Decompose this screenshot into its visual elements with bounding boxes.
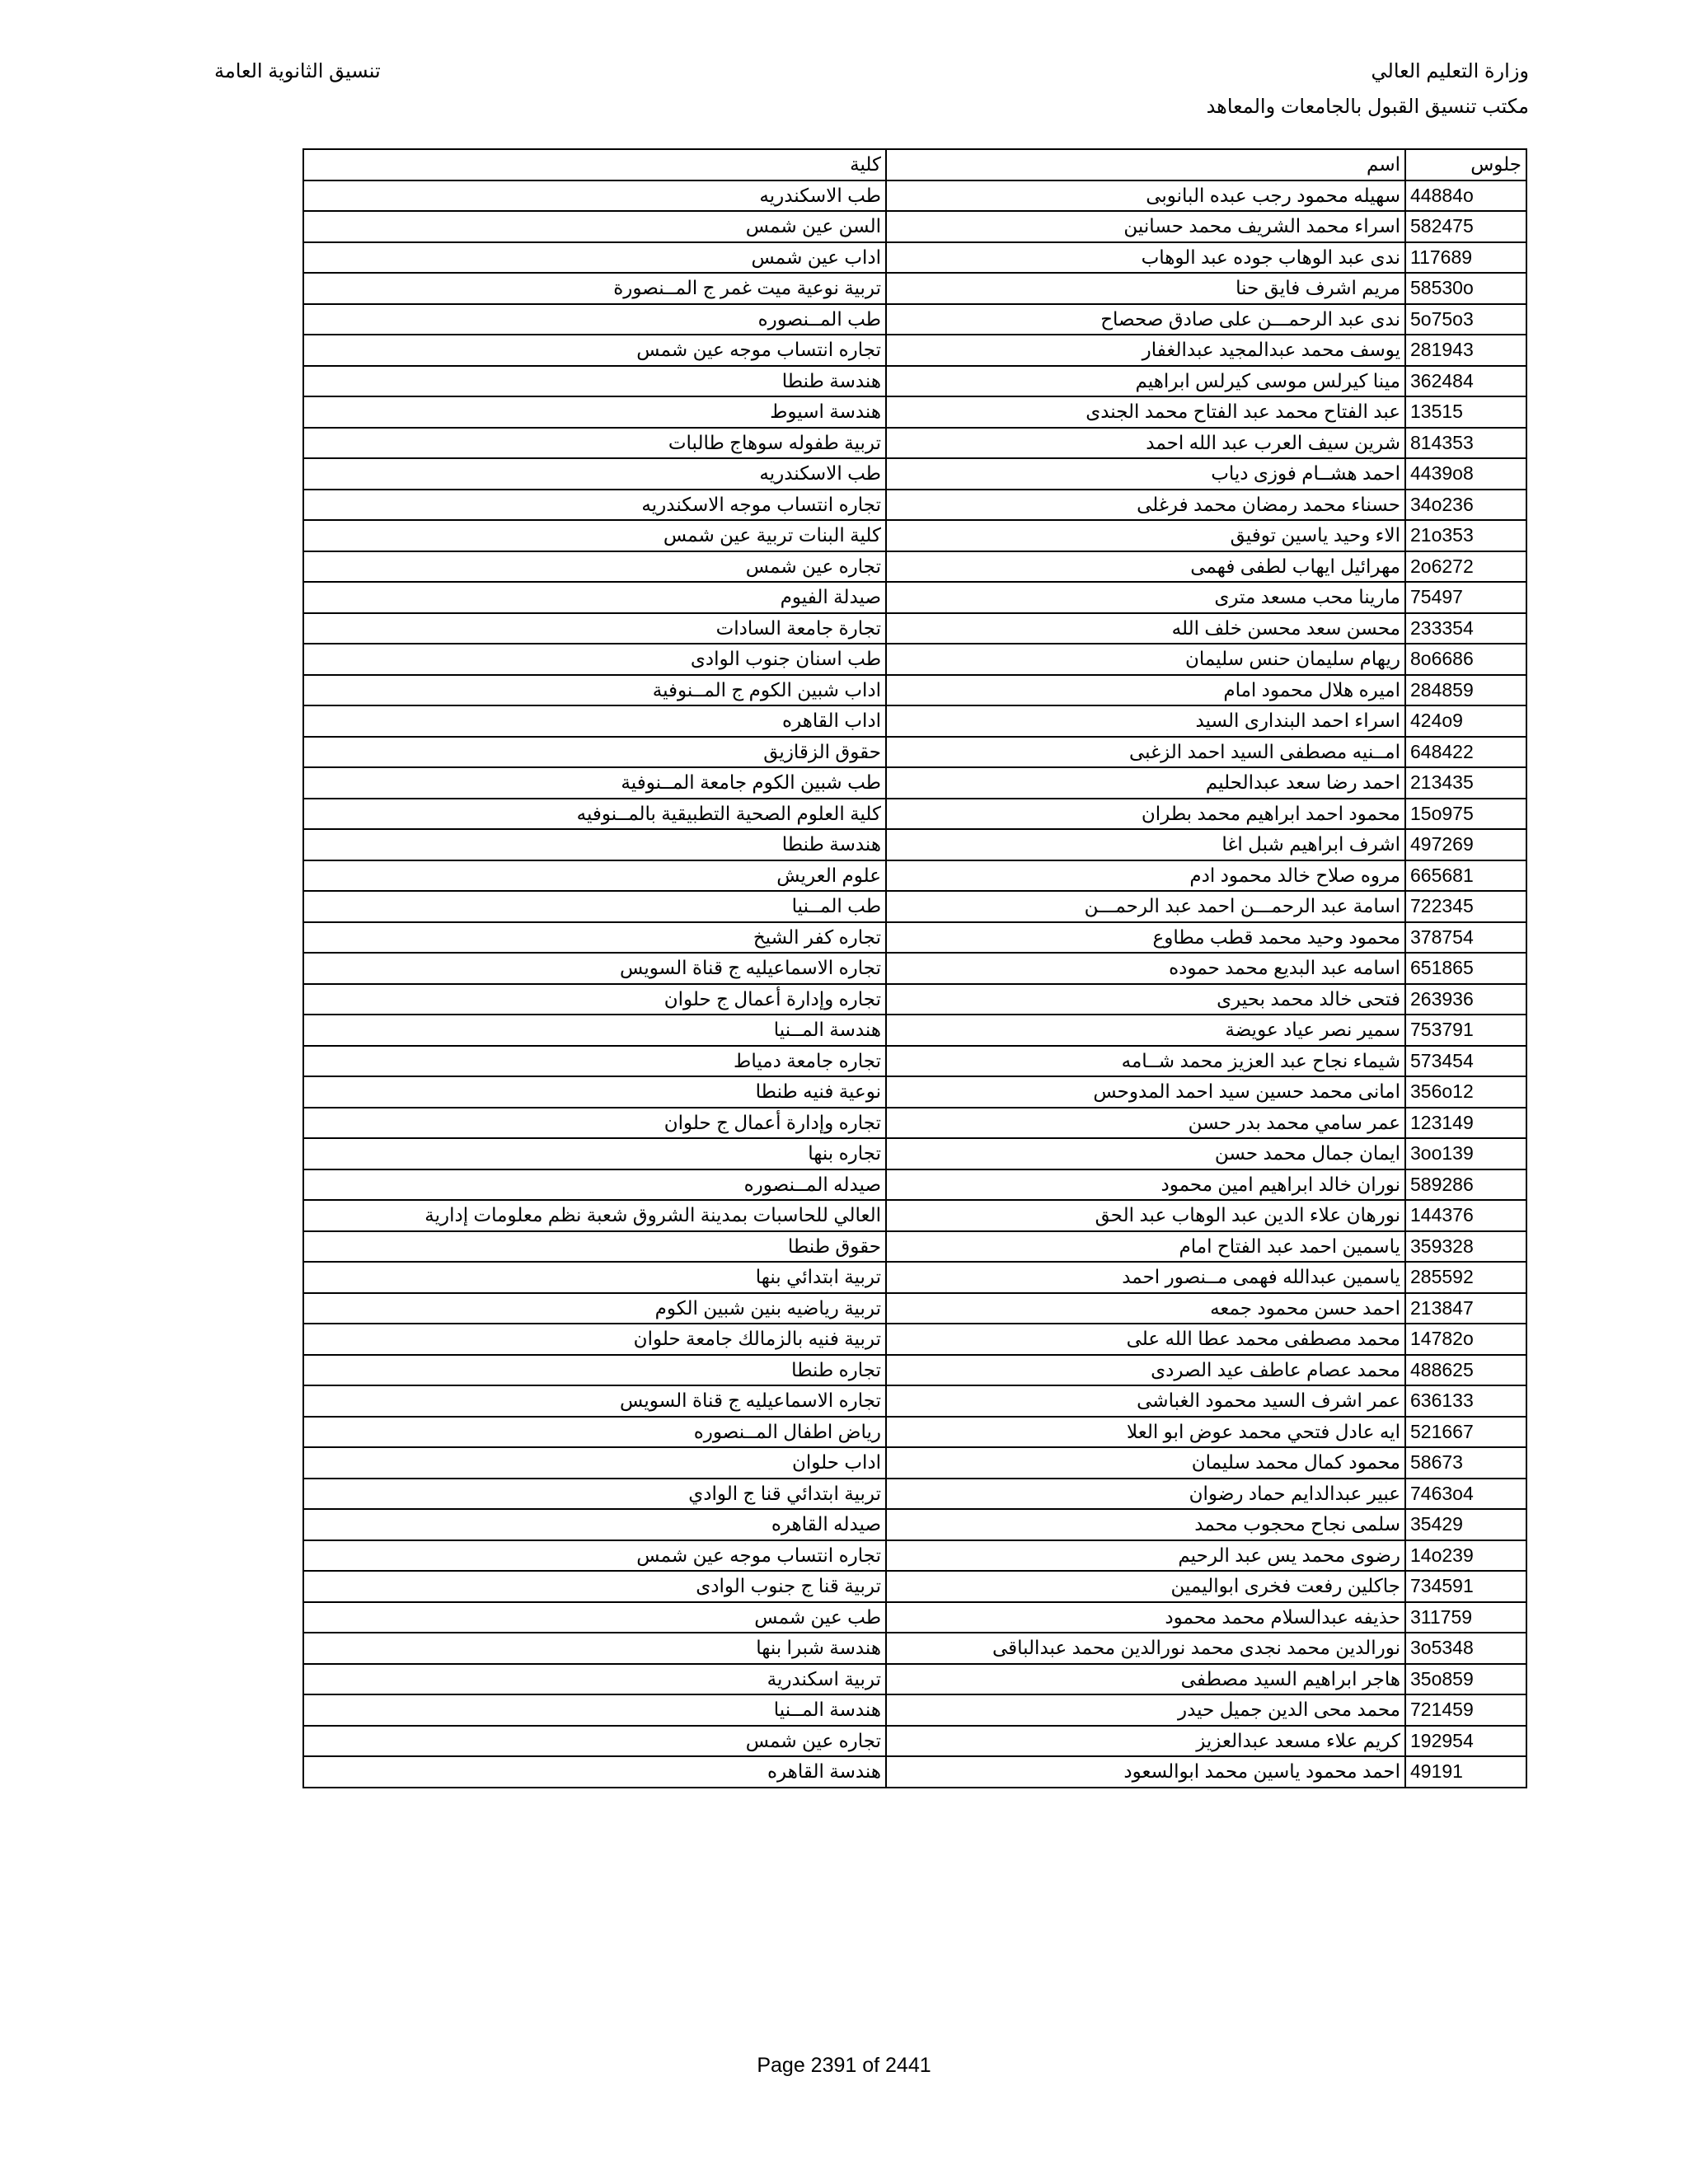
table-row (303, 767, 1526, 799)
seat-number-cell: 424o9 (1405, 705, 1526, 737)
table-row (303, 1015, 1526, 1046)
student-name-cell: ريهام سليمان حنس سليمان (886, 644, 1405, 675)
seat-number-cell: 4439o8 (1405, 458, 1526, 490)
table-row (303, 922, 1526, 954)
table-row (303, 1571, 1526, 1602)
faculty-cell: تجاره وإدارة أعمال ج حلوان (303, 984, 886, 1015)
student-name-cell: ندى عبد الرحمـــن على صادق صحصاح (886, 304, 1405, 335)
faculty-cell: طب عين شمس (303, 1602, 886, 1633)
table-row (303, 1664, 1526, 1695)
table-row (303, 1293, 1526, 1324)
faculty-cell: هندسة المــنيا (303, 1694, 886, 1726)
faculty-cell: صيدلة الفيوم (303, 582, 886, 613)
table-row (303, 1231, 1526, 1263)
seat-number-cell: 582475 (1405, 211, 1526, 242)
student-name-cell: الاء وحيد ياسين توفيق (886, 520, 1405, 551)
student-name-cell: اميره هلال محمود امام (886, 675, 1405, 706)
seat-number-cell: 488625 (1405, 1355, 1526, 1386)
table-row (303, 953, 1526, 984)
table-row (303, 1046, 1526, 1077)
column-header-seat: جلوس (1405, 149, 1526, 180)
faculty-cell: هندسة اسيوط (303, 396, 886, 428)
seat-number-cell: 8o6686 (1405, 644, 1526, 675)
faculty-cell: تجاره بنها (303, 1138, 886, 1169)
table-header-row (303, 149, 1526, 180)
seat-number-cell: 2o6272 (1405, 551, 1526, 583)
table-row (303, 860, 1526, 892)
table-row (303, 1447, 1526, 1479)
faculty-cell: حقوق الزقازيق (303, 737, 886, 768)
ministry-title: وزارة التعليم العالي (1371, 60, 1529, 82)
table-row (303, 1633, 1526, 1664)
student-name-cell: شيماء نجاح عبد العزيز محمد شــامه (886, 1046, 1405, 1077)
faculty-cell: تجاره عين شمس (303, 551, 886, 583)
seat-number-cell: 721459 (1405, 1694, 1526, 1726)
faculty-cell: صيدله المــنصوره (303, 1169, 886, 1201)
table-row (303, 1694, 1526, 1726)
seat-number-cell: 362484 (1405, 366, 1526, 397)
faculty-cell: تربية طفوله سوهاج طالبات (303, 428, 886, 459)
student-name-cell: حذيفه عبدالسلام محمد محمود (886, 1602, 1405, 1633)
table-row (303, 211, 1526, 242)
faculty-cell: طب المــنيا (303, 891, 886, 922)
seat-number-cell: 15o975 (1405, 799, 1526, 830)
student-name-cell: محمود وحيد محمد قطب مطاوع (886, 922, 1405, 954)
seat-number-cell: 356o12 (1405, 1076, 1526, 1108)
seat-number-cell: 14782o (1405, 1324, 1526, 1355)
seat-number-cell: 665681 (1405, 860, 1526, 892)
seat-number-cell: 123149 (1405, 1108, 1526, 1139)
faculty-cell: السن عين شمس (303, 211, 886, 242)
seat-number-cell: 58673 (1405, 1447, 1526, 1479)
table-row (303, 520, 1526, 551)
seat-number-cell: 35429 (1405, 1509, 1526, 1540)
table-row (303, 366, 1526, 397)
faculty-cell: كلية البنات تربية عين شمس (303, 520, 886, 551)
table-row (303, 1169, 1526, 1201)
seat-number-cell: 651865 (1405, 953, 1526, 984)
seat-number-cell: 284859 (1405, 675, 1526, 706)
student-name-cell: يوسف محمد عبدالمجيد عبدالغفار (886, 335, 1405, 366)
page-number: Page 2391 of 2441 (757, 2054, 931, 2077)
student-name-cell: محمود احمد ابراهيم محمد بطران (886, 799, 1405, 830)
student-name-cell: احمد رضا سعد عبدالحليم (886, 767, 1405, 799)
student-name-cell: محمود كمال محمد سليمان (886, 1447, 1405, 1479)
table-row (303, 551, 1526, 583)
seat-number-cell: 378754 (1405, 922, 1526, 954)
column-header-name: اسم (886, 149, 1405, 180)
student-name-cell: احمد هشــام فوزى دياب (886, 458, 1405, 490)
faculty-cell: تجاره انتساب موجه الاسكندريه (303, 490, 886, 521)
seat-number-cell: 3o5348 (1405, 1633, 1526, 1664)
table-body (303, 180, 1526, 1788)
seat-number-cell: 648422 (1405, 737, 1526, 768)
table-row (303, 1200, 1526, 1231)
faculty-cell: كلية العلوم الصحية التطبيقية بالمــنوفيه (303, 799, 886, 830)
faculty-cell: تجاره الاسماعيليه ج قناة السويس (303, 1385, 886, 1417)
student-name-cell: رضوى محمد يس عبد الرحيم (886, 1540, 1405, 1572)
table-row (303, 428, 1526, 459)
seat-number-cell: 5o75o3 (1405, 304, 1526, 335)
faculty-cell: طب شبين الكوم جامعة المــنوفية (303, 767, 886, 799)
student-name-cell: نورالدين محمد نجدى محمد نورالدين محمد عبدالباقى (886, 1633, 1405, 1664)
faculty-cell: هندسة القاهره (303, 1756, 886, 1788)
seat-number-cell: 3oo139 (1405, 1138, 1526, 1169)
table-row (303, 984, 1526, 1015)
seat-number-cell: 734591 (1405, 1571, 1526, 1602)
student-name-cell: مهرائيل ايهاب لطفى فهمى (886, 551, 1405, 583)
faculty-cell: تجاره انتساب موجه عين شمس (303, 1540, 886, 1572)
student-name-cell: اسراء محمد الشريف محمد حسانين (886, 211, 1405, 242)
seat-number-cell: 58530o (1405, 273, 1526, 304)
faculty-cell: تجاره انتساب موجه عين شمس (303, 335, 886, 366)
faculty-cell: تجاره عين شمس (303, 1726, 886, 1757)
seat-number-cell: 213435 (1405, 767, 1526, 799)
seat-number-cell: 49191 (1405, 1756, 1526, 1788)
seat-number-cell: 213847 (1405, 1293, 1526, 1324)
table-row (303, 1602, 1526, 1633)
faculty-cell: هندسة طنطا (303, 829, 886, 860)
student-name-cell: اشرف ابراهيم شبل اغا (886, 829, 1405, 860)
student-name-cell: احمد حسن محمود جمعه (886, 1293, 1405, 1324)
faculty-cell: تربية ابتدائي قنا ج الوادي (303, 1479, 886, 1510)
table-row (303, 396, 1526, 428)
student-name-cell: نورهان علاء الدين عبد الوهاب عبد الحق (886, 1200, 1405, 1231)
student-name-cell: امانى محمد حسين سيد احمد المدوحس (886, 1076, 1405, 1108)
student-name-cell: جاكلين رفعت فخرى ابواليمين (886, 1571, 1405, 1602)
faculty-cell: تجارة جامعة السادات (303, 613, 886, 644)
seat-number-cell: 263936 (1405, 984, 1526, 1015)
student-name-cell: شرين سيف العرب عبد الله احمد (886, 428, 1405, 459)
faculty-cell: تربية اسكندرية (303, 1664, 886, 1695)
table-row (303, 304, 1526, 335)
student-name-cell: نوران خالد ابراهيم امين محمود (886, 1169, 1405, 1201)
table-row (303, 675, 1526, 706)
table-row (303, 1385, 1526, 1417)
student-name-cell: ياسمين عبدالله فهمى مــنصور احمد (886, 1262, 1405, 1293)
table-row (303, 613, 1526, 644)
student-name-cell: عبير عبدالدايم حماد رضوان (886, 1479, 1405, 1510)
seat-number-cell: 521667 (1405, 1417, 1526, 1448)
student-name-cell: ايه عادل فتحي محمد عوض ابو العلا (886, 1417, 1405, 1448)
seat-number-cell: 753791 (1405, 1015, 1526, 1046)
table-row (303, 180, 1526, 212)
seat-number-cell: 117689 (1405, 242, 1526, 274)
student-name-cell: احمد محمود ياسين محمد ابوالسعود (886, 1756, 1405, 1788)
student-name-cell: محمد مصطفى محمد عطا الله على (886, 1324, 1405, 1355)
seat-number-cell: 7463o4 (1405, 1479, 1526, 1510)
student-name-cell: عبد الفتاح محمد عبد الفتاح محمد الجندى (886, 396, 1405, 428)
seat-number-cell: 814353 (1405, 428, 1526, 459)
faculty-cell: اداب شبين الكوم ج المــنوفية (303, 675, 886, 706)
student-name-cell: اسامه عبد البديع محمد حموده (886, 953, 1405, 984)
seat-number-cell: 311759 (1405, 1602, 1526, 1633)
faculty-cell: اداب حلوان (303, 1447, 886, 1479)
table-row (303, 1355, 1526, 1386)
faculty-cell: اداب عين شمس (303, 242, 886, 274)
table-row (303, 829, 1526, 860)
student-name-cell: هاجر ابراهيم السيد مصطفى (886, 1664, 1405, 1695)
faculty-cell: تربية رياضيه بنين شبين الكوم (303, 1293, 886, 1324)
table-row (303, 1076, 1526, 1108)
table-row (303, 737, 1526, 768)
seat-number-cell: 233354 (1405, 613, 1526, 644)
student-name-cell: عمر اشرف السيد محمود الغباشى (886, 1385, 1405, 1417)
seat-number-cell: 35o859 (1405, 1664, 1526, 1695)
student-name-cell: ياسمين احمد عبد الفتاح امام (886, 1231, 1405, 1263)
seat-number-cell: 359328 (1405, 1231, 1526, 1263)
seat-number-cell: 14o239 (1405, 1540, 1526, 1572)
student-name-cell: فتحى خالد محمد بحيرى (886, 984, 1405, 1015)
faculty-cell: علوم العريش (303, 860, 886, 892)
table-row (303, 1509, 1526, 1540)
faculty-cell: طب الاسكندريه (303, 180, 886, 212)
seat-number-cell: 21o353 (1405, 520, 1526, 551)
faculty-cell: رياض اطفال المــنصوره (303, 1417, 886, 1448)
table-row (303, 1756, 1526, 1788)
seat-number-cell: 589286 (1405, 1169, 1526, 1201)
seat-number-cell: 285592 (1405, 1262, 1526, 1293)
coordination-title: تنسيق الثانوية العامة (214, 60, 381, 82)
faculty-cell: تجاره طنطا (303, 1355, 886, 1386)
student-name-cell: امــنيه مصطفى السيد احمد الزغبى (886, 737, 1405, 768)
student-name-cell: محسن سعد محسن خلف الله (886, 613, 1405, 644)
faculty-cell: تجاره الاسماعيليه ج قناة السويس (303, 953, 886, 984)
seat-number-cell: 636133 (1405, 1385, 1526, 1417)
seat-number-cell: 34o236 (1405, 490, 1526, 521)
student-name-cell: سلمى نجاح محجوب محمد (886, 1509, 1405, 1540)
column-header-faculty: كلية (303, 149, 886, 180)
seat-number-cell: 13515 (1405, 396, 1526, 428)
faculty-cell: العالي للحاسبات بمدينة الشروق شعبة نظم معلومات إدارية (303, 1200, 886, 1231)
seat-number-cell: 573454 (1405, 1046, 1526, 1077)
table-row (303, 1138, 1526, 1169)
table-row (303, 705, 1526, 737)
faculty-cell: طب المــنصوره (303, 304, 886, 335)
student-name-cell: اسامة عبد الرحمـــن احمد عبد الرحمـــن (886, 891, 1405, 922)
student-name-cell: مينا كيرلس موسى كيرلس ابراهيم (886, 366, 1405, 397)
faculty-cell: تربية فنيه بالزمالك جامعة حلوان (303, 1324, 886, 1355)
student-name-cell: مروه صلاح خالد محمود ادم (886, 860, 1405, 892)
table-row (303, 644, 1526, 675)
faculty-cell: طب الاسكندريه (303, 458, 886, 490)
student-name-cell: محمد محى الدين جميل حيدر (886, 1694, 1405, 1726)
table-row (303, 799, 1526, 830)
student-name-cell: محمد عصام عاطف عيد الصردى (886, 1355, 1405, 1386)
student-name-cell: سمير نصر عياد عويضة (886, 1015, 1405, 1046)
faculty-cell: هندسة طنطا (303, 366, 886, 397)
faculty-cell: تربية ابتدائي بنها (303, 1262, 886, 1293)
faculty-cell: تربية قنا ج جنوب الوادى (303, 1571, 886, 1602)
table-row (303, 1479, 1526, 1510)
seat-number-cell: 44884o (1405, 180, 1526, 212)
seat-number-cell: 144376 (1405, 1200, 1526, 1231)
table-row (303, 1726, 1526, 1757)
table-row (303, 335, 1526, 366)
table-row (303, 582, 1526, 613)
student-name-cell: سهيله محمود رجب عبده البانوبى (886, 180, 1405, 212)
faculty-cell: حقوق طنطا (303, 1231, 886, 1263)
office-title: مكتب تنسيق القبول بالجامعات والمعاهد (1206, 96, 1529, 118)
faculty-cell: تجاره كفر الشيخ (303, 922, 886, 954)
faculty-cell: هندسة المــنيا (303, 1015, 886, 1046)
student-name-cell: حسناء محمد رمضان محمد فرغلى (886, 490, 1405, 521)
seat-number-cell: 75497 (1405, 582, 1526, 613)
faculty-cell: نوعية فنيه طنطا (303, 1076, 886, 1108)
faculty-cell: اداب القاهره (303, 705, 886, 737)
table-row (303, 273, 1526, 304)
faculty-cell: طب اسنان جنوب الوادى (303, 644, 886, 675)
student-name-cell: كريم علاء مسعد عبدالعزيز (886, 1726, 1405, 1757)
faculty-cell: صيدله القاهره (303, 1509, 886, 1540)
table-row (303, 242, 1526, 274)
seat-number-cell: 281943 (1405, 335, 1526, 366)
table-row (303, 1108, 1526, 1139)
table-row (303, 891, 1526, 922)
student-name-cell: مارينا محب مسعد مترى (886, 582, 1405, 613)
table-row (303, 1324, 1526, 1355)
faculty-cell: تربية نوعية ميت غمر ج المــنصورة (303, 273, 886, 304)
results-table (302, 148, 1527, 1788)
faculty-cell: هندسة شبرا بنها (303, 1633, 886, 1664)
student-name-cell: ايمان جمال محمد حسن (886, 1138, 1405, 1169)
table-row (303, 490, 1526, 521)
table-row (303, 1262, 1526, 1293)
seat-number-cell: 497269 (1405, 829, 1526, 860)
student-name-cell: ندى عبد الوهاب جوده عبد الوهاب (886, 242, 1405, 274)
faculty-cell: تجاره وإدارة أعمال ج حلوان (303, 1108, 886, 1139)
table-row (303, 1417, 1526, 1448)
student-name-cell: اسراء احمد البندارى السيد (886, 705, 1405, 737)
table-row (303, 458, 1526, 490)
table-row (303, 1540, 1526, 1572)
seat-number-cell: 722345 (1405, 891, 1526, 922)
seat-number-cell: 192954 (1405, 1726, 1526, 1757)
student-name-cell: عمر سامي محمد بدر حسن (886, 1108, 1405, 1139)
student-name-cell: مريم اشرف فايق حنا (886, 273, 1405, 304)
faculty-cell: تجاره جامعة دمياط (303, 1046, 886, 1077)
